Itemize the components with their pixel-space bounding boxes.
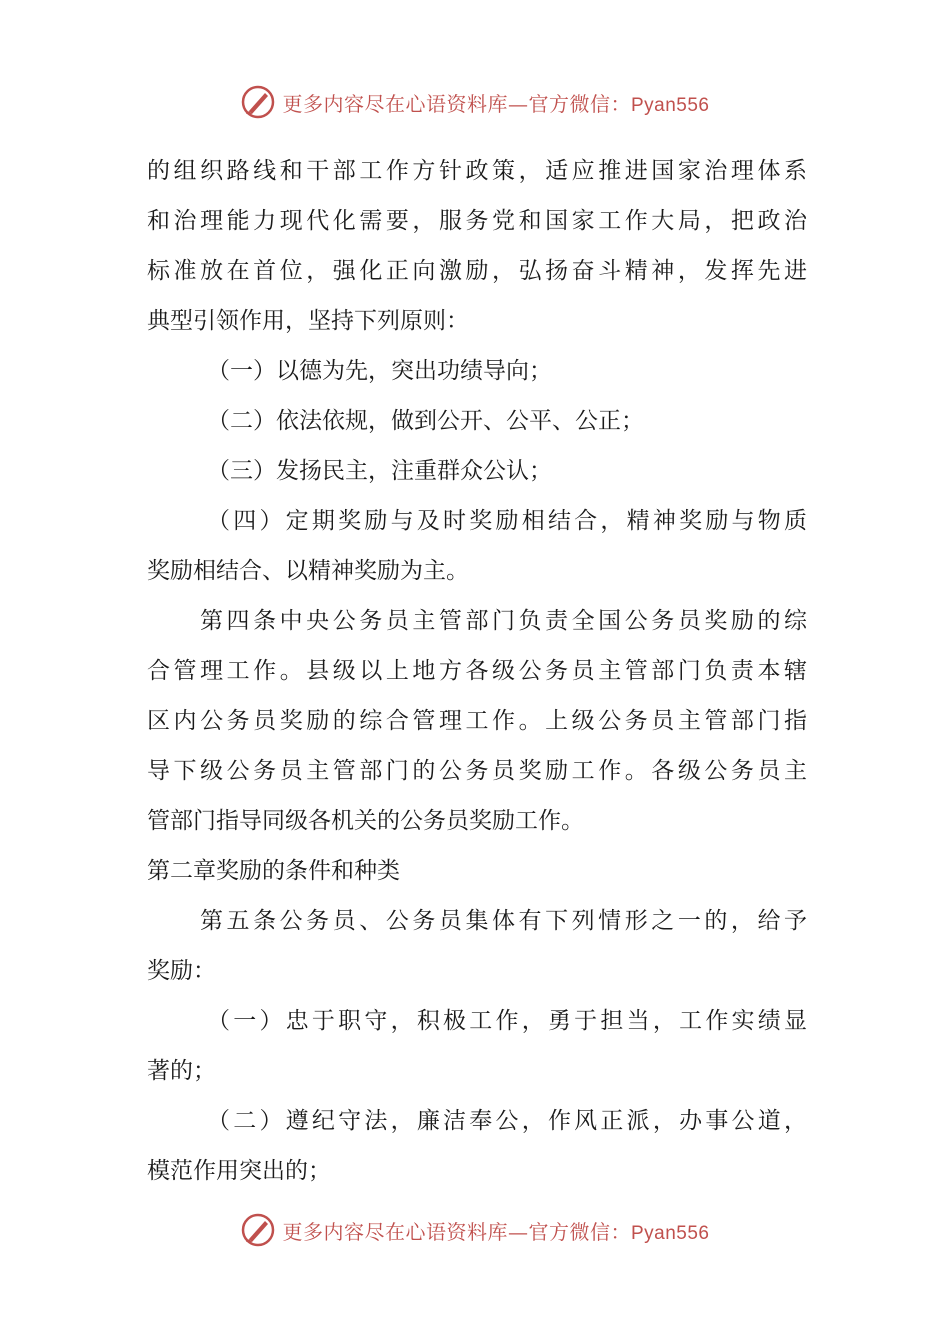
- body-line: 标准放在首位，强化正向激励，弘扬奋斗精神，发挥先进: [147, 258, 807, 284]
- pen-logo-icon: [240, 1212, 276, 1248]
- condition-item: （一）忠于职守，积极工作，勇于担当，工作实绩显: [207, 1008, 807, 1034]
- body-line: 奖励相结合、以精神奖励为主。: [147, 558, 469, 584]
- wechat-id: Pyan556: [630, 94, 710, 116]
- body-line: 模范作用突出的；: [147, 1158, 331, 1184]
- chapter-heading: 第二章奖励的条件和种类: [147, 858, 400, 884]
- principle-item: （三）发扬民主，注重群众公认；: [207, 458, 552, 484]
- condition-item: （二）遵纪守法，廉洁奉公，作风正派，办事公道，: [207, 1108, 807, 1134]
- document-body: [147, 146, 807, 1196]
- article-five: 第五条公务员、公务员集体有下列情形之一的，给予: [200, 908, 807, 934]
- body-line: 的组织路线和干部工作方针政策，适应推进国家治理体系: [147, 158, 807, 184]
- body-line: 导下级公务员主管部门的公务员奖励工作。各级公务员主: [147, 758, 807, 784]
- body-line: 合管理工作。县级以上地方各级公务员主管部门负责本辖: [147, 658, 807, 684]
- principle-item: （四）定期奖励与及时奖励相结合，精神奖励与物质: [207, 508, 807, 534]
- watermark-text: 更多内容尽在心语资料库—官方微信：: [282, 1219, 631, 1244]
- body-line: 典型引领作用，坚持下列原则：: [147, 308, 469, 334]
- watermark-header: [0, 82, 950, 122]
- principle-item: （一）以德为先，突出功绩导向；: [207, 358, 552, 384]
- body-line: 管部门指导同级各机关的公务员奖励工作。: [147, 808, 584, 834]
- body-line: 奖励：: [147, 958, 216, 984]
- wechat-id: Pyan556: [630, 1222, 710, 1244]
- article-four: 第四条中央公务员主管部门负责全国公务员奖励的综: [200, 608, 807, 634]
- watermark-footer: [0, 1210, 950, 1250]
- principle-item: （二）依法依规，做到公开、公平、公正；: [207, 408, 644, 434]
- body-line: 区内公务员奖励的综合管理工作。上级公务员主管部门指: [147, 708, 807, 734]
- body-line: 和治理能力现代化需要，服务党和国家工作大局，把政治: [147, 208, 807, 234]
- pen-logo-icon: [240, 84, 276, 120]
- watermark-text: 更多内容尽在心语资料库—官方微信：: [282, 91, 631, 116]
- body-line: 著的；: [147, 1058, 216, 1084]
